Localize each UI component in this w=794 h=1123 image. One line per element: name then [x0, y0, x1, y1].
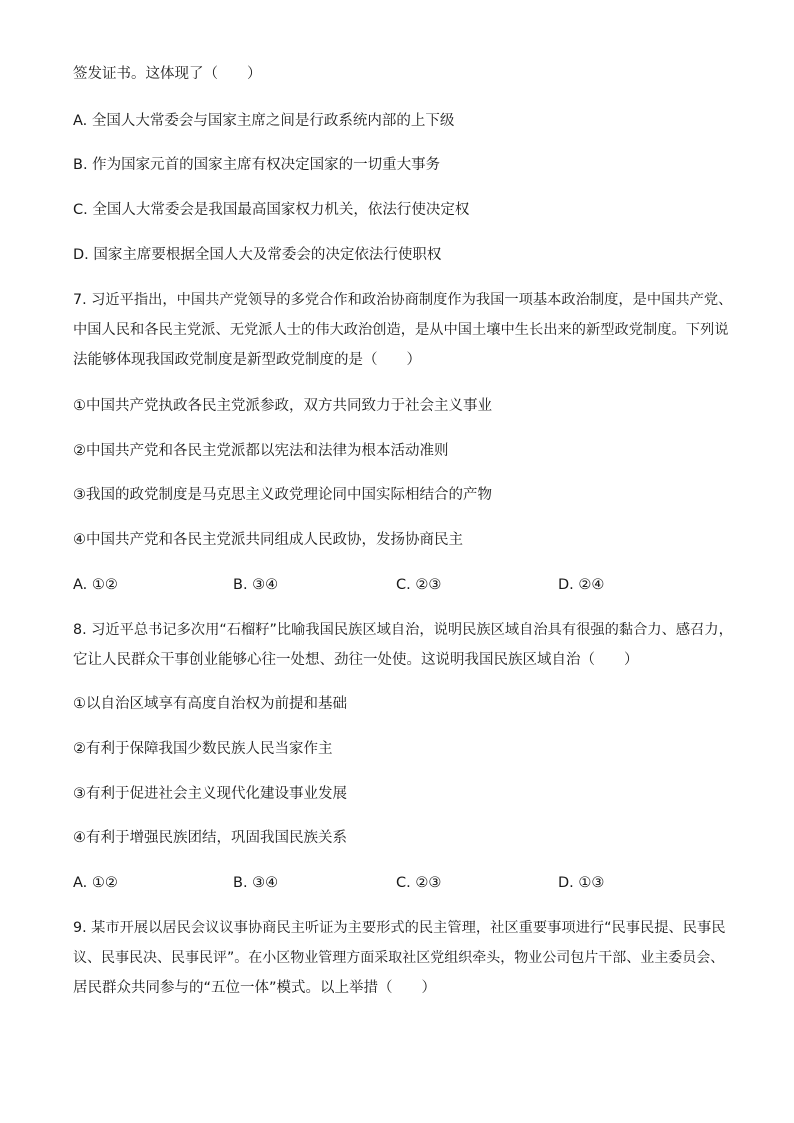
q7-choice-a[interactable]: A. ①②	[73, 577, 118, 593]
q7-stem-line-3: 法能够体现我国政党制度是新型政党制度的是（ ）	[73, 352, 421, 368]
q8-choice-c[interactable]: C. ②③	[396, 875, 442, 891]
q8-choices	[73, 873, 734, 893]
q9-stem-line-1: 9. 某市开展以居民会议议事协商民主听证为主要形式的民主管理，社区重要事项进行“民事民提、民事民	[73, 920, 726, 936]
q7-stem-line-2: 中国人民和各民主党派、无党派人士的伟大政治创造，是从中国土壤中生长出来的新型政党制度。下列说	[73, 322, 729, 338]
q9-stem-line-3: 居民群众共同参与的“五位一体”模式。以上举措（ ）	[73, 980, 437, 996]
q7-choices	[73, 575, 734, 595]
q8-choice-d[interactable]: D. ①③	[558, 875, 605, 891]
q7-statement-3: ③我国的政党制度是马克思主义政党理论同中国实际相结合的产物	[73, 487, 492, 503]
q8-stem-line-2: 它让人民群众干事创业能够心往一处想、劲往一处使。这说明我国民族区域自治（ ）	[73, 652, 639, 668]
q8-statement-1: ①以自治区域享有高度自治权为前提和基础	[73, 696, 347, 712]
q6-option-d: D. 国家主席要根据全国人大及常委会的决定依法行使职权	[73, 247, 442, 263]
q8-statement-4: ④有利于增强民族团结，巩固我国民族关系	[73, 830, 347, 846]
q8-choice-b[interactable]: B. ③④	[233, 875, 279, 891]
q8-statement-3: ③有利于促进社会主义现代化建设事业发展	[73, 786, 347, 802]
q8-stem-line-1: 8. 习近平总书记多次用“石榴籽”比喻我国民族区域自治，说明民族区域自治具有很强的黏合力、感召力，	[73, 622, 733, 638]
q7-choice-c[interactable]: C. ②③	[396, 577, 442, 593]
q7-stem-line-1: 7. 习近平指出，中国共产党领导的多党合作和政治协商制度作为我国一项基本政治制度，是中国共产党、	[73, 292, 733, 308]
q8-statement-2: ②有利于保障我国少数民族人民当家作主	[73, 741, 333, 757]
q6-option-a: A. 全国人大常委会与国家主席之间是行政系统内部的上下级	[73, 113, 455, 129]
q6-option-b: B. 作为国家元首的国家主席有权决定国家的一切重大事务	[73, 157, 441, 173]
q8-choice-a[interactable]: A. ①②	[73, 875, 118, 891]
q7-statement-2: ②中国共产党和各民主党派都以宪法和法律为根本活动准则	[73, 443, 449, 459]
q9-stem-line-2: 议、民事民决、民事民评”。在小区物业管理方面采取社区党组织牵头，物业公司包片干部、业主委员会、	[73, 950, 725, 966]
q6-option-c: C. 全国人大常委会是我国最高国家权力机关，依法行使决定权	[73, 202, 470, 218]
q7-choice-d[interactable]: D. ②④	[558, 577, 605, 593]
q7-statement-4: ④中国共产党和各民主党派共同组成人民政协，发扬协商民主	[73, 532, 463, 548]
q7-statement-1: ①中国共产党执政各民主党派参政，双方共同致力于社会主义事业	[73, 398, 492, 414]
q7-choice-b[interactable]: B. ③④	[233, 577, 279, 593]
q6-stem-tail: 签发证书。这体现了（ ）	[73, 66, 262, 82]
